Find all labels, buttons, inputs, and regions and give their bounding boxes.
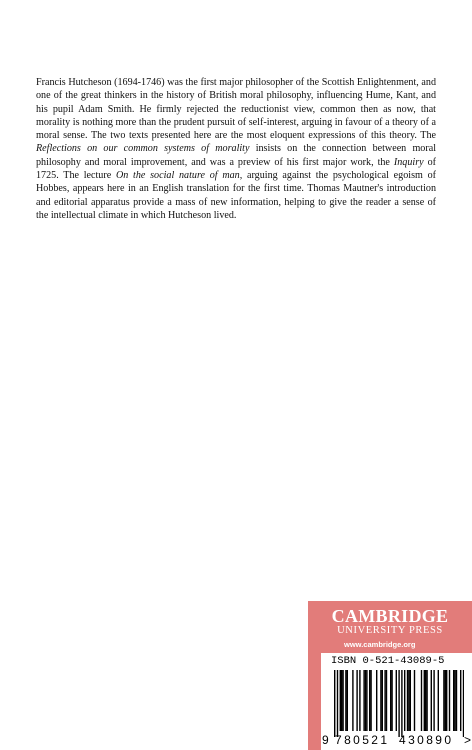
barcode-bar [396, 670, 397, 731]
barcode-bar [341, 670, 342, 731]
barcode-bar [443, 670, 444, 731]
barcode-bar [460, 670, 461, 731]
barcode-bar [408, 670, 409, 731]
barcode-bar [445, 670, 446, 731]
barcode-panel [321, 653, 472, 750]
barcode-bar [438, 670, 439, 731]
barcode-bar [431, 670, 432, 731]
barcode-bar [334, 670, 335, 737]
barcode-bar [356, 670, 357, 731]
barcode-bar [376, 670, 377, 731]
barcode-bar [398, 670, 399, 737]
blurb-text-1: Francis Hutcheson (1694-1746) was the first major philosopher of the Scottish Enlightenment, and one of the great thinkers in the history of British moral philosophy, influencing Hume, Kant, and his pupil Adam Smith. He firmly rejected the reductionist view, common then as now, that morality is nothing more than the prudent pursuit of self-interest, arguing in favour of a theory of a moral sense. The two texts presented here are the most eloquent expressions of this theory. The [36, 77, 436, 142]
barcode-bar [390, 670, 391, 731]
blurb-title-reflections: Reflections on our common systems of morality [36, 143, 250, 155]
barcode-bar [369, 670, 370, 731]
barcode-bar [407, 670, 408, 731]
publisher-subtitle: UNIVERSITY PRESS [337, 625, 443, 636]
blurb-title-inquiry: Inquiry [393, 156, 424, 168]
barcode-bar [433, 670, 434, 731]
barcode-bar [386, 670, 387, 731]
barcode-bar [347, 670, 348, 731]
barcode-bar [424, 670, 425, 731]
ean-first-digit: 9 [322, 733, 329, 747]
barcode-bar [366, 670, 367, 731]
blurb-text-3: of 1725. The lecture [36, 156, 436, 182]
barcode-bar [401, 670, 402, 737]
barcode-bar [342, 670, 343, 731]
blurb-title-social-nature: On the social nature of man, [115, 170, 243, 182]
publisher-box [308, 601, 472, 750]
barcode-bar [446, 670, 447, 731]
barcode-bar [454, 670, 455, 731]
barcode-bar [421, 670, 422, 731]
barcode-bar [363, 670, 364, 731]
barcode-bar [382, 670, 383, 731]
publisher-url[interactable]: www.cambridge.org [344, 640, 416, 649]
ean-right-group: 430890 [399, 733, 454, 747]
barcode-bar [456, 670, 457, 731]
cover-blurb [36, 76, 436, 222]
blurb-text-4: arguing against the psychological egoism of Hobbes, appears here in an English translation for the first time. Thomas Mautner's introduction and editorial apparatus provide a mass of new information, helping to give the reader a sense of the intellectual climate in which Hutcheson lived. [36, 170, 437, 221]
barcode-bar [410, 670, 411, 731]
barcode-bar [365, 670, 366, 731]
barcode-bar [370, 670, 371, 731]
barcode-bar [449, 670, 450, 731]
barcode-bar [425, 670, 426, 731]
barcode-bar [337, 670, 338, 737]
barcode-bar [384, 670, 385, 731]
isbn-label: ISBN 0-521-43089-5 [331, 655, 445, 667]
barcode-bar [345, 670, 346, 731]
blurb-text-2: insists on the connection between moral philosophy and moral improvement, and was a preview of his first major work, the [36, 143, 436, 168]
publisher-name: CAMBRIDGE [331, 606, 449, 626]
barcode-bar [414, 670, 415, 731]
barcode-bar [391, 670, 392, 731]
barcode-bar [463, 670, 464, 737]
barcode-bar [359, 670, 360, 731]
barcode-bar [426, 670, 427, 731]
ean-left-group: 780521 [335, 733, 390, 747]
barcode-bar [352, 670, 353, 731]
barcode-bar [453, 670, 454, 731]
barcode-image [330, 670, 464, 738]
barcode-bar [340, 670, 341, 731]
ean-quiet-mark: > [464, 733, 472, 747]
barcode-bar [380, 670, 381, 731]
barcode-bar [404, 670, 405, 731]
